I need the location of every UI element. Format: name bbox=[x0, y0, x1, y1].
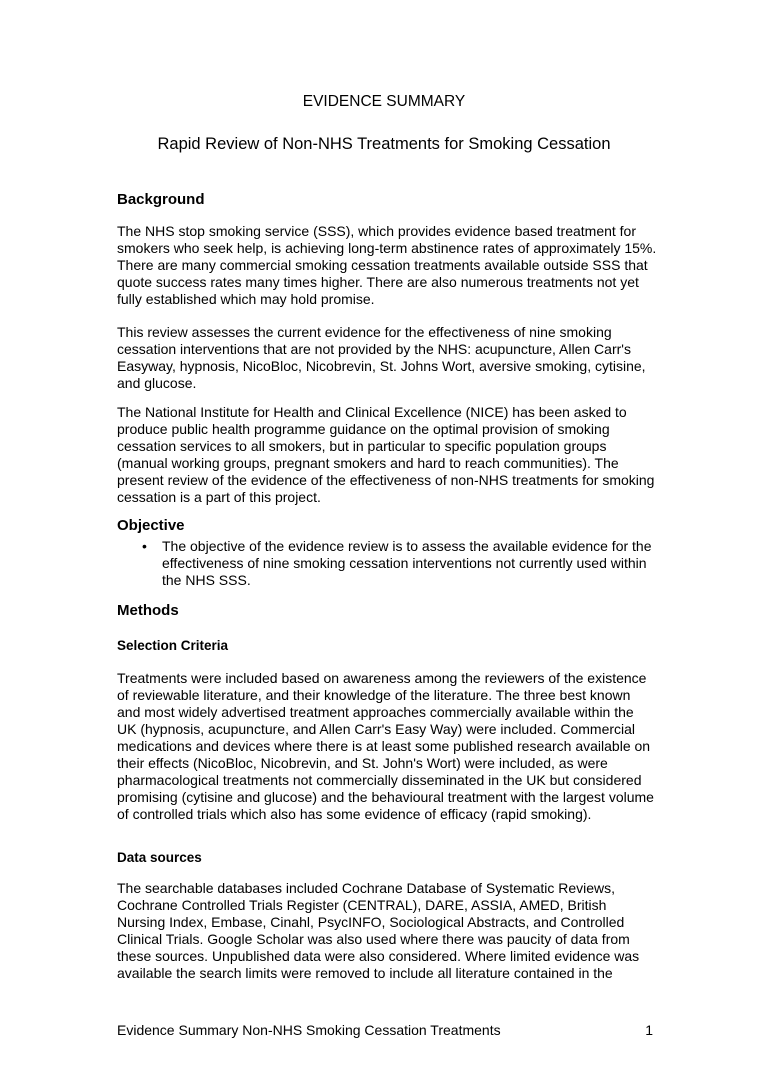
objective-list bbox=[117, 538, 657, 589]
page-footer bbox=[117, 1022, 653, 1038]
selection-criteria-heading: Selection Criteria bbox=[117, 638, 229, 653]
background-paragraph-2: This review assesses the current evidence for the effectiveness of nine smoking cessation interventions that are not provided by the NHS: acupuncture, Allen Carr's Easyway, hypnosis, NicoBloc, Nicobrevin, St. Johns Wort, aversive smoking, cytisine, and glucose. bbox=[117, 324, 646, 391]
bullet-icon: • bbox=[142, 538, 147, 554]
data-sources-text: The searchable databases included Cochrane Database of Systematic Reviews, Cochrane Controlled Trials Register (CENTRAL), DARE, ASSIA, AMED, British Nursing Index, Embase, Cinahl, PsycINFO, Sociological Abstracts, and Controlled Clinical Trials. Google Scholar was also used where there was paucity of data from these sources. Unpublished data were also considered. Where limited evidence was available the search limits were removed to include all literature contained in the bbox=[117, 880, 640, 981]
data-sources-heading: Data sources bbox=[117, 850, 202, 865]
background-heading: Background bbox=[117, 191, 205, 208]
document-title: EVIDENCE SUMMARY bbox=[302, 93, 466, 110]
background-paragraph-1: The NHS stop smoking service (SSS), which provides evidence based treatment for smokers who seek help, is achieving long-term abstinence rates of approximately 15%. There are many commercial smoking cessation treatments available outside SSS that quote success rates many times higher. There are also numerous treatments not yet fully established which may hold promise. bbox=[117, 223, 657, 307]
selection-criteria-text: Treatments were included based on awareness among the reviewers of the existence of reviewable literature, and their knowledge of the literature. The three best known and most widely advertised treatment approaches commercially available within the UK (hypnosis, acupuncture, and Allen Carr's Easy Way) were included. Commercial medications and devices where there is at least some published research available on their effects (NicoBloc, Nicobrevin, and St. John's Wort) were included, as were pharmacological treatments not commercially disseminated in the UK but considered promising (cytisine and glucose) and the behavioural treatment with the largest volume of controlled trials which also has some evidence of efficacy (rapid smoking). bbox=[117, 670, 654, 822]
methods-heading: Methods bbox=[117, 602, 179, 619]
footer-text: Evidence Summary Non-NHS Smoking Cessation Treatments bbox=[117, 1022, 501, 1038]
objective-heading: Objective bbox=[117, 517, 185, 534]
page-number: 1 bbox=[645, 1022, 653, 1038]
background-paragraph-3: The National Institute for Health and Clinical Excellence (NICE) has been asked to produce public health programme guidance on the optimal provision of smoking cessation services to all smokers, but in particular to specific population groups (manual working groups, pregnant smokers and hard to reach communities). The present review of the evidence of the effectiveness of non-NHS treatments for smoking cessation is a part of this project. bbox=[117, 404, 655, 505]
document-subtitle: Rapid Review of Non-NHS Treatments for Smoking Cessation bbox=[157, 135, 611, 153]
objective-item: • The objective of the evidence review is to assess the available evidence for the effectiveness of nine smoking cessation interventions not currently used within the NHS SSS. bbox=[142, 538, 652, 588]
